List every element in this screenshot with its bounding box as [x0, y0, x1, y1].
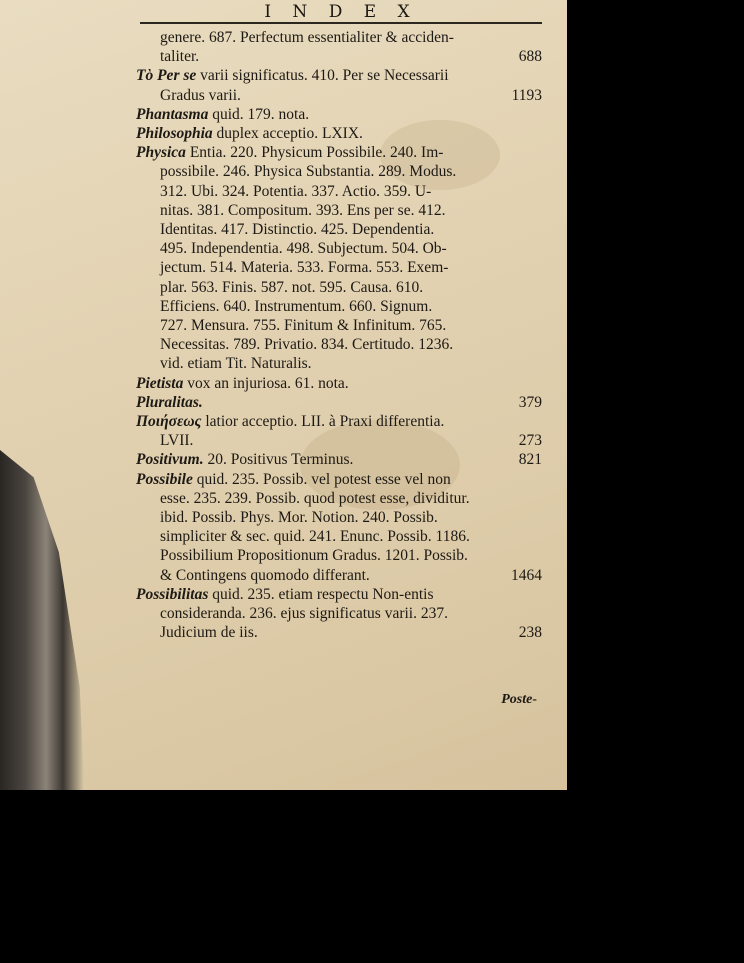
index-entry-body: Entia. 220. Physicum Possibile. 240. Im- [185, 144, 444, 162]
page-header: I N D E X [264, 2, 418, 22]
index-entry-body: possibile. 246. Physica Substantia. 289. Modus. [160, 163, 457, 181]
index-line [128, 566, 542, 585]
index-entry-body: ibid. Possib. Phys. Mor. Notion. 240. Possib. [160, 509, 438, 527]
index-keyword: Positivum. [136, 451, 204, 469]
header-rule [140, 22, 542, 24]
index-keyword: Physica [136, 144, 186, 162]
index-line [128, 412, 542, 431]
index-line [128, 201, 542, 220]
index-entry-body: simpliciter & sec. quid. 241. Enunc. Possib. 1186. [160, 528, 470, 546]
index-entry-text [136, 412, 444, 431]
index-entry-text [160, 182, 431, 201]
page-reference: 821 [518, 451, 542, 469]
index-line [128, 374, 542, 393]
index-line [128, 354, 542, 373]
index-keyword: Τὸ Per se [136, 67, 197, 85]
index-line [128, 258, 542, 277]
index-entry-text [160, 623, 258, 642]
index-entry-text [160, 220, 434, 239]
index-entry-body: Judicium de iis. [160, 624, 258, 642]
index-entry-body: quid. 179. nota. [208, 105, 310, 123]
index-line [128, 393, 542, 412]
index-keyword: Possibilitas [136, 585, 209, 603]
index-entry-body: Necessitas. 789. Privatio. 834. Certitudo. 1236. [160, 336, 454, 354]
index-entry-text [160, 28, 454, 47]
page-reference: 379 [518, 393, 542, 411]
index-entry-body: jectum. 514. Materia. 533. Forma. 553. Exem- [160, 259, 449, 277]
index-line [128, 604, 542, 623]
index-line [128, 28, 542, 47]
index-line [128, 316, 542, 335]
index-keyword: Pluralitas. [136, 393, 203, 411]
index-entry-body: Possibilium Propositionum Gradus. 1201. Possib. [160, 547, 468, 565]
index-entry-body: Efficiens. 640. Instrumentum. 660. Signum. [160, 297, 433, 315]
index-entry-body: plar. 563. Finis. 587. not. 595. Causa. 610. [160, 278, 424, 296]
index-line [128, 470, 542, 489]
index-text-block [128, 28, 542, 643]
index-entry-body: 727. Mensura. 755. Finitum & Infinitum. 765. [160, 317, 447, 335]
index-entry-text [160, 258, 448, 277]
index-entry-text [160, 86, 241, 105]
index-entry-text [160, 546, 468, 565]
index-line [128, 220, 542, 239]
index-entry-body: duplex acceptio. LXIX. [212, 125, 363, 143]
index-entry-text [160, 508, 438, 527]
index-entry-text [136, 450, 353, 469]
index-line [128, 623, 542, 642]
index-line [128, 143, 542, 162]
index-entry-text [136, 105, 309, 124]
index-entry-text [160, 162, 456, 181]
index-entry-text [160, 297, 432, 316]
index-entry-body: taliter. [160, 48, 200, 66]
index-entry-body: quid. 235. Possib. vel potest esse vel non [192, 470, 451, 488]
index-entry-body: vox an injuriosa. 61. nota. [183, 374, 349, 392]
page-reference: 1464 [511, 566, 542, 584]
index-line [128, 278, 542, 297]
index-entry-text [160, 47, 199, 66]
index-line [128, 585, 542, 604]
index-entry-text [160, 335, 453, 354]
index-entry-text [160, 431, 193, 450]
index-entry-text [136, 124, 363, 143]
index-keyword: Phantasma [136, 105, 209, 123]
index-keyword: Pietista [136, 374, 184, 392]
index-line [128, 450, 542, 469]
index-entry-text [136, 374, 349, 393]
index-line [128, 489, 542, 508]
index-line [128, 239, 542, 258]
index-line [128, 297, 542, 316]
index-entry-body: LVII. [160, 432, 194, 450]
index-line [128, 335, 542, 354]
index-entry-body: nitas. 381. Compositum. 393. Ens per se. 412. [160, 201, 446, 219]
index-entry-body: quid. 235. etiam respectu Non-entis [208, 585, 434, 603]
index-keyword: Ποιήσεως [136, 413, 202, 431]
index-entry-body: 495. Independentia. 498. Subjectum. 504. Ob- [160, 240, 447, 258]
index-entry-body: Identitas. 417. Distinctio. 425. Dependentia. [160, 221, 435, 239]
index-entry-body: esse. 235. 239. Possib. quod potest esse, dividitur. [160, 489, 470, 507]
index-entry-text [160, 604, 448, 623]
index-line [128, 66, 542, 85]
index-entry-body: 20. Positivus Terminus. [203, 451, 354, 469]
index-entry-body: 312. Ubi. 324. Potentia. 337. Actio. 359. U- [160, 182, 432, 200]
index-line [128, 546, 542, 565]
index-keyword: Possibile [136, 470, 193, 488]
book-edge-shadow [0, 450, 84, 790]
index-entry-text [160, 278, 423, 297]
index-entry-text [160, 489, 470, 508]
index-line [128, 86, 542, 105]
index-entry-text [136, 66, 449, 85]
page-reference: 688 [518, 48, 542, 66]
index-line [128, 431, 542, 450]
index-line [128, 508, 542, 527]
index-entry-text [160, 201, 445, 220]
page-reference: 1193 [511, 86, 542, 104]
catchword: Poste- [501, 692, 537, 707]
index-line [128, 47, 542, 66]
index-entry-body: & Contingens quomodo differant. [160, 566, 370, 584]
index-entry-body: vid. etiam Tit. Naturalis. [160, 355, 312, 373]
index-entry-text [160, 316, 446, 335]
index-entry-text [136, 393, 203, 412]
index-line [128, 124, 542, 143]
index-entry-body: latior acceptio. LII. à Praxi differentia. [201, 413, 445, 431]
index-line [128, 527, 542, 546]
index-entry-text [160, 239, 447, 258]
index-line [128, 182, 542, 201]
index-line [128, 105, 542, 124]
index-keyword: Philosophia [136, 125, 213, 143]
index-entry-text [160, 527, 470, 546]
page-reference: 238 [518, 624, 542, 642]
index-entry-text [160, 354, 312, 373]
index-line [128, 162, 542, 181]
index-entry-text [136, 143, 443, 162]
page-reference: 273 [518, 432, 542, 450]
index-entry-body: consideranda. 236. ejus significatus varii. 237. [160, 605, 448, 623]
index-entry-body: varii significatus. 410. Per se Necessarii [196, 67, 449, 85]
index-entry-body: Gradus varii. [160, 86, 241, 104]
index-entry-body: genere. 687. Perfectum essentialiter & acciden- [160, 29, 454, 46]
index-entry-text [136, 470, 451, 489]
index-entry-text [136, 585, 434, 604]
index-entry-text [160, 566, 370, 585]
